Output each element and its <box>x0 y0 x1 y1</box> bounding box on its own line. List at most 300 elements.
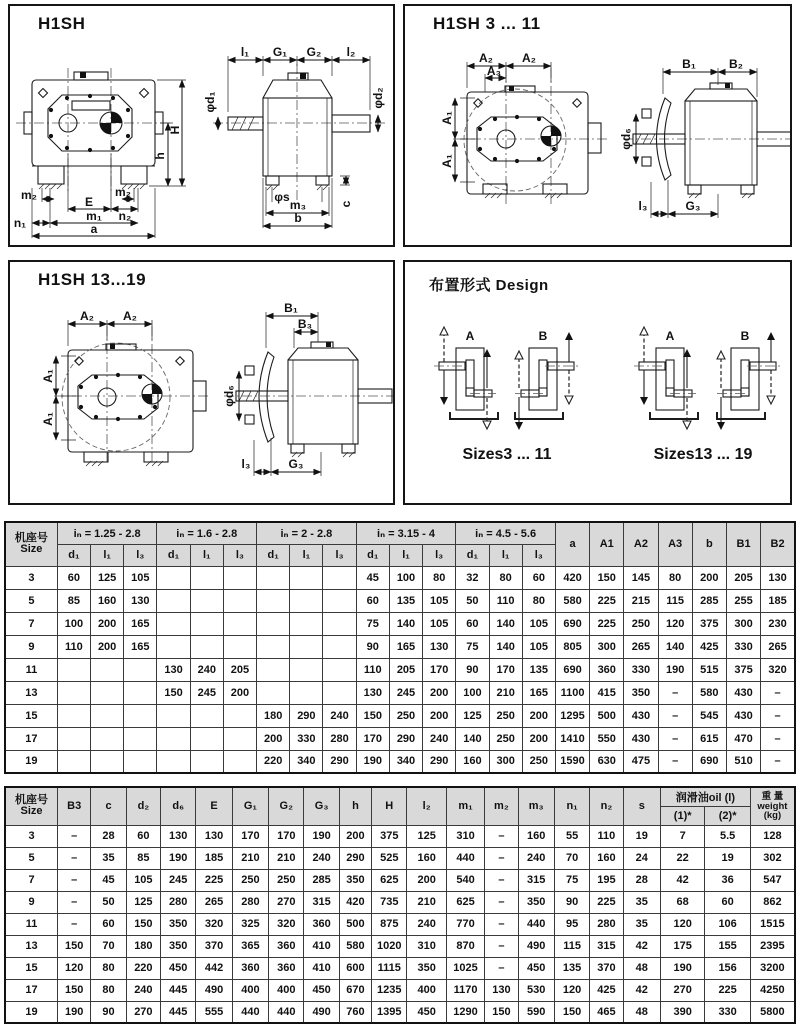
value-cell: 390 <box>660 1001 704 1023</box>
dim-label-d6: φd₆ <box>619 128 633 150</box>
size-header-en: Size <box>20 805 43 818</box>
value-cell: 255 <box>726 589 760 612</box>
value-cell: – <box>485 825 518 847</box>
value-cell: 360 <box>232 957 268 979</box>
value-cell: 250 <box>389 704 422 727</box>
table-row-size-7 <box>5 869 795 891</box>
value-cell: 200 <box>522 704 555 727</box>
subcolumn-header-l3: l₃ <box>522 544 555 566</box>
value-cell: 280 <box>232 891 268 913</box>
value-cell: 105 <box>423 612 456 635</box>
value-cell: 580 <box>555 589 589 612</box>
value-cell: 210 <box>232 847 268 869</box>
subcolumn-header-l1: l₁ <box>489 544 522 566</box>
value-cell: 225 <box>196 869 232 891</box>
value-cell: 270 <box>126 1001 160 1023</box>
caption-sizes-13-19: Sizes13 ... 19 <box>653 446 753 463</box>
value-cell <box>190 750 223 773</box>
value-cell: 50 <box>456 589 489 612</box>
size-cell: 15 <box>5 704 57 727</box>
value-cell: – <box>485 935 518 957</box>
oil-group-header: 润滑油oil (l) <box>660 787 750 806</box>
value-cell: – <box>58 825 91 847</box>
value-cell: 190 <box>161 847 196 869</box>
value-cell: 545 <box>692 704 726 727</box>
value-cell: 100 <box>389 566 422 589</box>
weight-header-en: weight <box>757 800 788 812</box>
column-header-b: b <box>692 522 726 566</box>
value-cell <box>223 727 256 750</box>
value-cell: 425 <box>590 979 623 1001</box>
design-label-a-small: A <box>465 329 475 343</box>
value-cell: 130 <box>761 566 795 589</box>
value-cell: – <box>761 704 795 727</box>
weight-header-zh: 重 量 <box>761 791 784 802</box>
column-header: G₁ <box>232 787 268 825</box>
value-cell: 75 <box>456 635 489 658</box>
ratio-group-header: iₙ = 2 - 2.8 <box>257 522 357 544</box>
value-cell: 285 <box>692 589 726 612</box>
dim-label-a: a <box>90 222 98 236</box>
value-cell: 200 <box>423 681 456 704</box>
value-cell: 150 <box>356 704 389 727</box>
dimensions-table-housing <box>4 786 796 1024</box>
dim-label-G3: G₃ <box>685 199 701 213</box>
value-cell: 7 <box>660 825 704 847</box>
value-cell: 250 <box>489 704 522 727</box>
value-cell: 150 <box>58 935 91 957</box>
value-cell: 240 <box>304 847 339 869</box>
value-cell: 125 <box>407 825 446 847</box>
value-cell <box>91 750 124 773</box>
value-cell: 100 <box>456 681 489 704</box>
dim-label-E: E <box>84 195 94 209</box>
column-header: H <box>372 787 407 825</box>
value-cell: 80 <box>91 957 126 979</box>
size-cell: 17 <box>5 979 58 1001</box>
value-cell: 330 <box>726 635 760 658</box>
panel-title: H1SH <box>38 14 86 33</box>
value-cell: 245 <box>161 869 196 891</box>
value-cell: 625 <box>446 891 484 913</box>
value-cell: 140 <box>456 727 489 750</box>
h1sh-3-11-drawing <box>405 6 790 245</box>
value-cell: 550 <box>590 727 624 750</box>
value-cell: 870 <box>446 935 484 957</box>
table-row-size-17 <box>5 727 795 750</box>
column-header: d₂ <box>126 787 160 825</box>
value-cell <box>223 589 256 612</box>
value-cell: 400 <box>269 979 304 1001</box>
value-cell <box>57 681 90 704</box>
value-cell: 440 <box>232 1001 268 1023</box>
dim-label-l1: l₁ <box>240 45 250 59</box>
value-cell: 140 <box>489 612 522 635</box>
value-cell: 285 <box>304 869 339 891</box>
value-cell: 450 <box>161 957 196 979</box>
value-cell: 130 <box>124 589 157 612</box>
value-cell: 150 <box>126 913 160 935</box>
value-cell <box>124 727 157 750</box>
size-header-en: Size <box>20 543 43 556</box>
table-row-size-9 <box>5 635 795 658</box>
size-cell: 11 <box>5 913 58 935</box>
panel-title: H1SH 3 ... 11 <box>433 14 541 33</box>
value-cell: 440 <box>518 913 554 935</box>
dim-label-d1: φd₁ <box>203 91 217 113</box>
value-cell <box>124 658 157 681</box>
value-cell <box>157 566 190 589</box>
value-cell: 106 <box>705 913 750 935</box>
dim-label-m2-left: m₂ <box>20 188 38 202</box>
value-cell: 270 <box>269 891 304 913</box>
table-row-size-11 <box>5 913 795 935</box>
value-cell: 360 <box>590 658 624 681</box>
value-cell <box>290 658 323 681</box>
value-cell: 320 <box>761 658 795 681</box>
subcolumn-header-d1: d₁ <box>57 544 90 566</box>
value-cell: 125 <box>126 891 160 913</box>
value-cell: 225 <box>705 979 750 1001</box>
h1sh-13-19-drawing <box>10 262 393 503</box>
value-cell: 250 <box>624 612 658 635</box>
value-cell: 400 <box>407 979 446 1001</box>
value-cell: 165 <box>124 612 157 635</box>
dim-label-H: H <box>168 125 182 135</box>
dim-label-B1: B₁ <box>682 57 696 71</box>
value-cell: 35 <box>623 913 660 935</box>
value-cell: 110 <box>489 589 522 612</box>
size-cell: 19 <box>5 750 57 773</box>
value-cell: 450 <box>304 979 339 1001</box>
value-cell: 200 <box>223 681 256 704</box>
value-cell <box>257 589 290 612</box>
value-cell: 290 <box>423 750 456 773</box>
value-cell: 310 <box>407 935 446 957</box>
value-cell <box>223 566 256 589</box>
value-cell <box>190 635 223 658</box>
value-cell <box>124 750 157 773</box>
value-cell: 90 <box>356 635 389 658</box>
value-cell: 156 <box>705 957 750 979</box>
size-cell: 9 <box>5 635 57 658</box>
size-cell: 19 <box>5 1001 58 1023</box>
value-cell: 105 <box>522 612 555 635</box>
value-cell: 35 <box>623 891 660 913</box>
value-cell: 280 <box>590 913 623 935</box>
value-cell: 28 <box>91 825 126 847</box>
value-cell: 60 <box>126 825 160 847</box>
fan-shroud <box>259 352 274 442</box>
value-cell: 205 <box>726 566 760 589</box>
value-cell: 150 <box>485 1001 518 1023</box>
value-cell: 60 <box>456 612 489 635</box>
value-cell: 350 <box>518 891 554 913</box>
dim-label-B2: B₂ <box>729 57 743 71</box>
side-view <box>619 57 790 218</box>
value-cell: 200 <box>407 869 446 891</box>
value-cell: – <box>485 913 518 935</box>
value-cell: 160 <box>91 589 124 612</box>
value-cell: 205 <box>223 658 256 681</box>
dim-label-A1b: A₁ <box>41 412 55 426</box>
value-cell: 200 <box>339 825 371 847</box>
size-cell: 5 <box>5 847 58 869</box>
value-cell: 250 <box>522 750 555 773</box>
value-cell <box>157 704 190 727</box>
table-row-size-19 <box>5 750 795 773</box>
value-cell: 350 <box>624 681 658 704</box>
column-header: B3 <box>58 787 91 825</box>
column-header-B2: B2 <box>761 522 795 566</box>
value-cell: 105 <box>126 869 160 891</box>
value-cell <box>223 704 256 727</box>
value-cell: 68 <box>660 891 704 913</box>
value-cell: – <box>658 727 692 750</box>
value-cell <box>290 681 323 704</box>
dim-label-l3: l₃ <box>638 199 648 213</box>
value-cell: 450 <box>518 957 554 979</box>
value-cell: 350 <box>161 935 196 957</box>
value-cell: 115 <box>658 589 692 612</box>
value-cell: 690 <box>692 750 726 773</box>
value-cell: 120 <box>660 913 704 935</box>
oil-subcolumn-1: (1)* <box>660 806 704 825</box>
dim-label-B1: B₁ <box>284 301 298 315</box>
value-cell: 300 <box>726 612 760 635</box>
dim-label-m1: m₁ <box>86 209 102 223</box>
value-cell: 510 <box>726 750 760 773</box>
value-cell: – <box>761 681 795 704</box>
value-cell: 85 <box>126 847 160 869</box>
value-cell: 245 <box>190 681 223 704</box>
value-cell: – <box>58 869 91 891</box>
subcolumn-header-l3: l₃ <box>423 544 456 566</box>
subcolumn-header-l1: l₁ <box>389 544 422 566</box>
size-cell: 7 <box>5 869 58 891</box>
size-cell: 3 <box>5 566 57 589</box>
value-cell: 360 <box>269 957 304 979</box>
value-cell: 135 <box>554 957 589 979</box>
value-cell: 240 <box>190 658 223 681</box>
value-cell: 4250 <box>750 979 795 1001</box>
design-label-b-small: B <box>538 329 548 343</box>
value-cell: 875 <box>372 913 407 935</box>
value-cell <box>323 612 356 635</box>
value-cell: 630 <box>590 750 624 773</box>
value-cell: 110 <box>356 658 389 681</box>
value-cell: 170 <box>423 658 456 681</box>
column-header-A2: A2 <box>624 522 658 566</box>
value-cell: 430 <box>726 704 760 727</box>
value-cell: 690 <box>555 612 589 635</box>
value-cell: 805 <box>555 635 589 658</box>
value-cell: – <box>485 891 518 913</box>
value-cell: 415 <box>590 681 624 704</box>
value-cell: 250 <box>269 869 304 891</box>
dim-label-A1b: A₁ <box>440 154 454 168</box>
value-cell: 500 <box>590 704 624 727</box>
value-cell: 270 <box>660 979 704 1001</box>
value-cell: 150 <box>590 566 624 589</box>
column-header: n₁ <box>554 787 589 825</box>
dim-label-s: φs <box>274 190 290 204</box>
value-cell: 350 <box>339 869 371 891</box>
value-cell: 185 <box>196 847 232 869</box>
value-cell: 5.5 <box>705 825 750 847</box>
value-cell: 180 <box>126 935 160 957</box>
value-cell <box>257 681 290 704</box>
column-header-a: a <box>555 522 589 566</box>
value-cell: 250 <box>489 727 522 750</box>
value-cell: 75 <box>554 869 589 891</box>
value-cell: 140 <box>489 635 522 658</box>
value-cell <box>257 566 290 589</box>
value-cell: 180 <box>257 704 290 727</box>
value-cell: 500 <box>339 913 371 935</box>
value-cell: 90 <box>91 1001 126 1023</box>
dim-label-A2b: A₂ <box>522 51 536 65</box>
value-cell: 60 <box>356 589 389 612</box>
panel-h1sh-13-19 <box>8 260 395 505</box>
side-view <box>203 45 388 228</box>
value-cell: 250 <box>232 869 268 891</box>
value-cell: 540 <box>446 869 484 891</box>
value-cell: 290 <box>339 847 371 869</box>
table-row-size-3 <box>5 566 795 589</box>
value-cell <box>91 681 124 704</box>
value-cell: 465 <box>590 1001 623 1023</box>
value-cell: 110 <box>57 635 90 658</box>
value-cell: 1410 <box>555 727 589 750</box>
size-cell: 17 <box>5 727 57 750</box>
value-cell: 325 <box>232 913 268 935</box>
value-cell: 140 <box>658 635 692 658</box>
size-cell: 7 <box>5 612 57 635</box>
value-cell: 19 <box>623 825 660 847</box>
oil-subcolumn-2: (2)* <box>705 806 750 825</box>
value-cell: 5800 <box>750 1001 795 1023</box>
value-cell: 130 <box>356 681 389 704</box>
value-cell: 340 <box>290 750 323 773</box>
table-row-size-5 <box>5 847 795 869</box>
dim-label-m3: m₃ <box>289 198 307 212</box>
value-cell: 90 <box>554 891 589 913</box>
dim-label-G2: G₂ <box>306 45 322 59</box>
dim-label-b: b <box>294 211 302 225</box>
value-cell: 70 <box>91 935 126 957</box>
weight-column-header <box>750 787 795 825</box>
size-header-zh: 机座号 <box>14 532 48 545</box>
value-cell: 160 <box>590 847 623 869</box>
value-cell <box>190 589 223 612</box>
value-cell: 160 <box>407 847 446 869</box>
front-view <box>14 68 186 238</box>
value-cell: 1170 <box>446 979 484 1001</box>
value-cell: 625 <box>372 869 407 891</box>
value-cell: 36 <box>705 869 750 891</box>
value-cell: – <box>761 727 795 750</box>
value-cell <box>290 635 323 658</box>
size-header-zh: 机座号 <box>15 794 49 807</box>
value-cell <box>257 612 290 635</box>
side-view <box>222 301 393 476</box>
value-cell: 370 <box>196 935 232 957</box>
value-cell <box>190 727 223 750</box>
value-cell: 60 <box>705 891 750 913</box>
panel-design <box>403 260 792 505</box>
dim-label-A3: A₃ <box>486 64 502 78</box>
value-cell: – <box>485 847 518 869</box>
column-header: h <box>339 787 371 825</box>
value-cell: 360 <box>304 913 339 935</box>
value-cell: 1115 <box>372 957 407 979</box>
value-cell: 145 <box>624 566 658 589</box>
size-cell: 9 <box>5 891 58 913</box>
panel-h1sh-3-11 <box>403 4 792 247</box>
value-cell <box>124 704 157 727</box>
dim-label-n1: n₁ <box>13 216 27 230</box>
size-cell: 13 <box>5 935 58 957</box>
value-cell: 170 <box>269 825 304 847</box>
subcolumn-header-l3: l₃ <box>323 544 356 566</box>
value-cell: 320 <box>269 913 304 935</box>
value-cell <box>323 589 356 612</box>
dim-label-A2a: A₂ <box>80 309 94 323</box>
value-cell: 430 <box>624 727 658 750</box>
subcolumn-header-d1: d₁ <box>257 544 290 566</box>
value-cell: 165 <box>522 681 555 704</box>
column-header-B1: B1 <box>726 522 760 566</box>
table-row-size-15 <box>5 704 795 727</box>
value-cell <box>157 635 190 658</box>
value-cell: 265 <box>761 635 795 658</box>
value-cell: 35 <box>91 847 126 869</box>
subcolumn-header-l1: l₁ <box>190 544 223 566</box>
value-cell: 410 <box>304 935 339 957</box>
value-cell <box>57 704 90 727</box>
table-row-size-11 <box>5 658 795 681</box>
column-header: m₂ <box>485 787 518 825</box>
value-cell: 24 <box>623 847 660 869</box>
value-cell: 135 <box>522 658 555 681</box>
value-cell <box>290 589 323 612</box>
value-cell: 3200 <box>750 957 795 979</box>
value-cell: 190 <box>356 750 389 773</box>
value-cell: 240 <box>518 847 554 869</box>
value-cell: 22 <box>660 847 704 869</box>
dim-label-A2b: A₂ <box>123 309 137 323</box>
value-cell: 170 <box>489 658 522 681</box>
column-header: G₃ <box>304 787 339 825</box>
column-header: m₃ <box>518 787 554 825</box>
value-cell: 490 <box>196 979 232 1001</box>
value-cell <box>91 727 124 750</box>
value-cell: 770 <box>446 913 484 935</box>
value-cell <box>257 658 290 681</box>
value-cell: 135 <box>389 589 422 612</box>
value-cell: 80 <box>489 566 522 589</box>
value-cell: 245 <box>389 681 422 704</box>
ratio-group-header: iₙ = 3.15 - 4 <box>356 522 456 544</box>
value-cell: 45 <box>91 869 126 891</box>
value-cell: 170 <box>356 727 389 750</box>
value-cell: 80 <box>423 566 456 589</box>
dim-label-m2-right: m₂ <box>114 185 132 199</box>
value-cell: 105 <box>124 566 157 589</box>
value-cell: 330 <box>290 727 323 750</box>
value-cell <box>223 612 256 635</box>
